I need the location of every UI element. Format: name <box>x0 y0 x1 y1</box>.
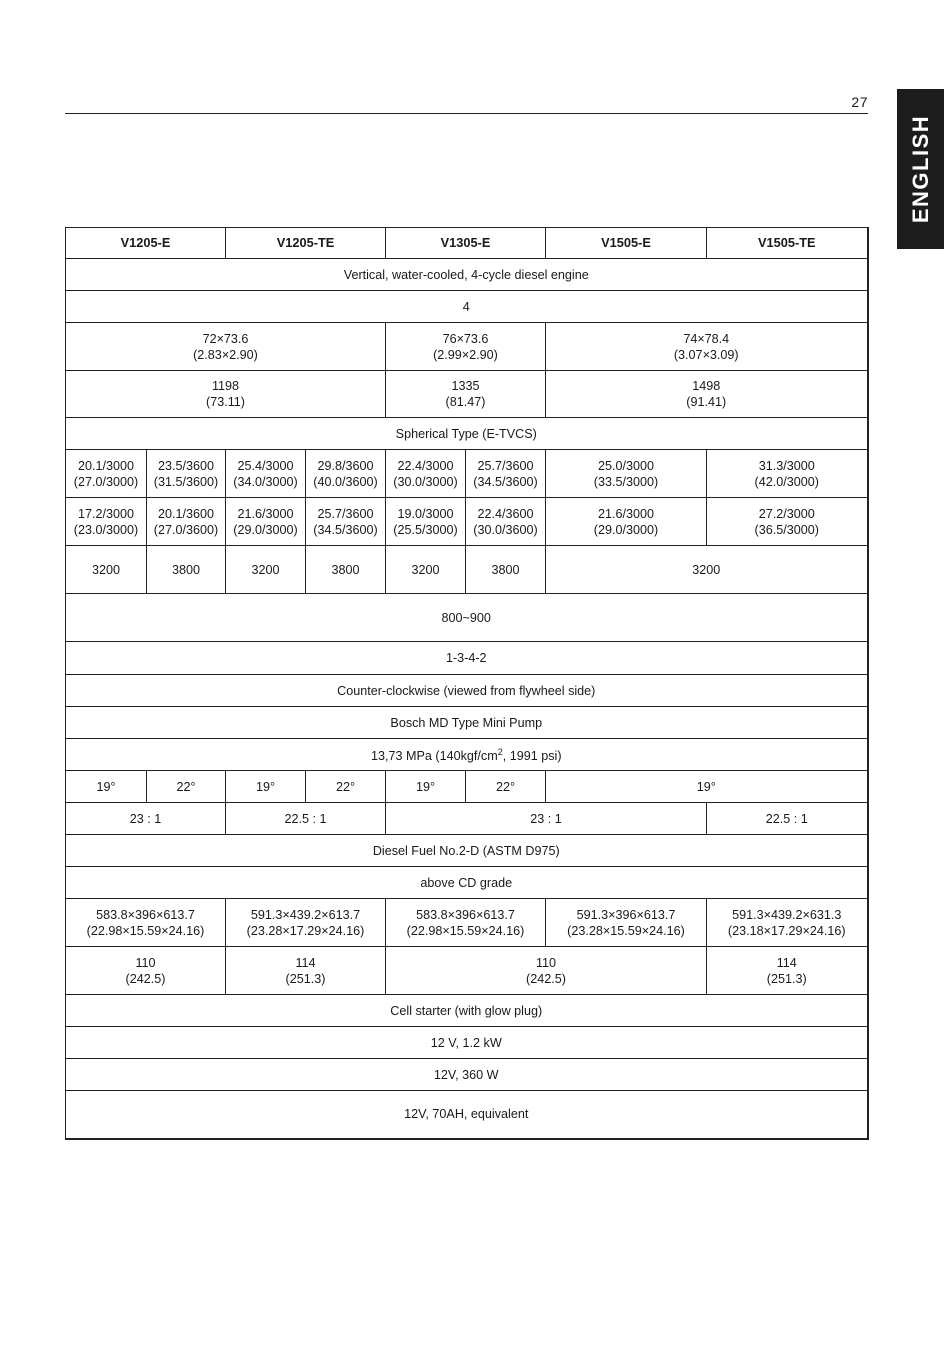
dry-weight-kg: 114 <box>295 955 316 970</box>
output-kw: 29.8/3600 <box>317 458 374 473</box>
combustion-chamber-row <box>66 418 868 450</box>
dimensions-cell <box>707 899 868 947</box>
bore-stroke-cell <box>546 323 868 371</box>
combustion-chamber-value: Spherical Type (E-TVCS) <box>66 418 868 450</box>
output-row-1 <box>66 450 868 498</box>
bore-stroke-mm: 72×73.6 <box>202 331 249 346</box>
output-cell <box>66 498 147 546</box>
max-speed-cell: 3800 <box>466 546 546 594</box>
output-hp: (34.5/3600) <box>313 522 378 537</box>
compression-ratio-cell: 23 : 1 <box>66 803 226 835</box>
displacement-cell <box>546 371 868 418</box>
output-hp: (25.5/3000) <box>393 522 458 537</box>
output-kw: 25.7/3600 <box>317 506 374 521</box>
displacement-row <box>66 371 868 418</box>
injection-timing-cell: 22° <box>147 771 226 803</box>
language-tab <box>897 89 944 249</box>
firing-order-value: 1-3-4-2 <box>66 642 868 675</box>
model-header: V1505-E <box>546 228 707 259</box>
bore-stroke-cell <box>386 323 546 371</box>
compression-ratio-cell: 23 : 1 <box>386 803 707 835</box>
injection-pressure-superscript: 2 <box>497 747 503 758</box>
page-number: 27 <box>851 94 868 110</box>
dimensions-row <box>66 899 868 947</box>
model-header: V1205-TE <box>226 228 386 259</box>
dimensions-mm: 583.8×396×613.7 <box>96 907 195 922</box>
battery-value: 12V, 70AH, equivalent <box>66 1091 868 1139</box>
fuel-value: Diesel Fuel No.2-D (ASTM D975) <box>66 835 868 867</box>
compression-ratio-cell: 22.5 : 1 <box>226 803 386 835</box>
idle-speed-value: 800~900 <box>66 594 868 642</box>
output-hp: (29.0/3000) <box>593 522 659 537</box>
output-cell <box>466 498 546 546</box>
output-kw: 20.1/3600 <box>157 506 215 521</box>
dimensions-cell <box>66 899 226 947</box>
injection-pressure-text: 13,73 MPa (140kgf/cm <box>370 749 498 764</box>
output-hp: (34.0/3000) <box>233 474 298 489</box>
displacement-cuin: (73.11) <box>206 395 245 409</box>
output-hp: (30.0/3000) <box>393 474 458 489</box>
starting-motor-row <box>66 1027 868 1059</box>
injection-timing-cell: 19° <box>546 771 868 803</box>
displacement-cell <box>386 371 546 418</box>
output-kw: 25.7/3600 <box>477 458 534 473</box>
output-hp: (36.5/3000) <box>754 522 819 537</box>
output-hp: (42.0/3000) <box>754 474 819 489</box>
output-kw: 27.2/3000 <box>758 506 815 521</box>
dimensions-mm: 591.3×439.2×613.7 <box>250 907 361 922</box>
engine-type-row <box>66 259 868 291</box>
injection-pump-value: Bosch MD Type Mini Pump <box>66 707 868 739</box>
output-hp: (29.0/3000) <box>233 522 298 537</box>
idle-speed-row <box>66 594 868 642</box>
dry-weight-kg: 114 <box>776 955 797 970</box>
max-speed-cell: 3800 <box>306 546 386 594</box>
output-kw: 19.0/3000 <box>397 506 454 521</box>
fuel-row <box>66 835 868 867</box>
rotation-value: Counter-clockwise (viewed from flywheel side) <box>66 675 868 707</box>
displacement-cuin: (81.47) <box>445 395 486 409</box>
output-hp: (34.5/3600) <box>473 474 538 489</box>
lubricant-value: above CD grade <box>66 867 868 899</box>
header-rule <box>65 113 868 114</box>
output-hp: (27.0/3600) <box>153 522 219 537</box>
output-cell <box>546 450 707 498</box>
max-speed-cell: 3200 <box>386 546 466 594</box>
model-header: V1505-TE <box>707 228 868 259</box>
dimensions-mm: 591.3×439.2×631.3 <box>732 907 842 922</box>
injection-pressure-row <box>66 739 868 771</box>
dry-weight-cell <box>66 947 226 995</box>
displacement-cc: 1335 <box>451 379 480 393</box>
dimensions-mm: 591.3×396×613.7 <box>576 907 676 922</box>
max-speed-row <box>66 546 868 594</box>
bore-stroke-mm: 74×78.4 <box>683 331 730 346</box>
output-cell <box>707 450 868 498</box>
output-kw: 17.2/3000 <box>77 506 135 521</box>
dry-weight-lbs: (251.3) <box>766 971 807 986</box>
output-cell <box>386 450 466 498</box>
bore-stroke-cell <box>66 323 386 371</box>
output-cell <box>546 498 707 546</box>
output-cell <box>226 498 306 546</box>
output-cell <box>306 498 386 546</box>
dry-weight-lbs: (242.5) <box>526 971 566 986</box>
output-hp: (31.5/3600) <box>153 474 219 489</box>
output-kw: 21.6/3000 <box>237 506 294 521</box>
rotation-row <box>66 675 868 707</box>
injection-timing-row <box>66 771 868 803</box>
injection-timing-cell: 19° <box>386 771 466 803</box>
bore-stroke-in: (3.07×3.09) <box>673 347 739 362</box>
output-kw: 31.3/3000 <box>758 458 815 473</box>
output-cell <box>466 450 546 498</box>
injection-timing-cell: 19° <box>66 771 147 803</box>
max-speed-cell: 3200 <box>226 546 306 594</box>
displacement-cc: 1198 <box>211 379 240 393</box>
engine-type-value: Vertical, water-cooled, 4-cycle diesel engine <box>66 259 868 291</box>
output-kw: 25.4/3000 <box>237 458 294 473</box>
output-cell <box>147 450 226 498</box>
dimensions-mm: 583.8×396×613.7 <box>416 907 515 922</box>
dimensions-cell <box>546 899 707 947</box>
dry-weight-kg: 110 <box>135 955 156 970</box>
dimensions-cell <box>226 899 386 947</box>
output-kw: 25.0/3000 <box>597 458 655 473</box>
language-tab-label: ENGLISH <box>907 114 933 224</box>
bore-stroke-row <box>66 323 868 371</box>
output-hp: (30.0/3600) <box>473 522 538 537</box>
battery-row <box>66 1091 868 1139</box>
output-hp: (33.5/3000) <box>593 474 659 489</box>
model-header-row <box>66 228 868 259</box>
injection-timing-cell: 22° <box>306 771 386 803</box>
dry-weight-lbs: (251.3) <box>285 971 326 986</box>
output-hp: (23.0/3000) <box>73 522 139 537</box>
bore-stroke-mm: 76×73.6 <box>442 331 489 346</box>
output-cell <box>707 498 868 546</box>
dry-weight-kg: 110 <box>535 955 557 970</box>
dry-weight-cell <box>226 947 386 995</box>
output-cell <box>147 498 226 546</box>
output-kw: 21.6/3000 <box>597 506 655 521</box>
cylinders-value: 4 <box>66 291 868 323</box>
displacement-cell <box>66 371 386 418</box>
displacement-cc: 1498 <box>692 379 721 393</box>
dimensions-in: (22.98×15.59×24.16) <box>406 923 525 938</box>
output-kw: 22.4/3600 <box>477 506 534 521</box>
model-header: V1205-E <box>66 228 226 259</box>
output-kw: 20.1/3000 <box>77 458 135 473</box>
firing-order-row <box>66 642 868 675</box>
injection-pressure-tail: , 1991 psi) <box>502 749 562 764</box>
compression-ratio-row <box>66 803 868 835</box>
cylinders-row <box>66 291 868 323</box>
injection-pressure-value <box>66 739 868 771</box>
output-hp: (40.0/3600) <box>313 474 378 489</box>
injection-pump-row <box>66 707 868 739</box>
injection-timing-cell: 19° <box>226 771 306 803</box>
dry-weight-cell <box>707 947 868 995</box>
dimensions-in: (23.28×15.59×24.16) <box>567 923 685 938</box>
output-cell <box>226 450 306 498</box>
dimensions-in: (22.98×15.59×24.16) <box>86 923 205 938</box>
lubricant-row <box>66 867 868 899</box>
dry-weight-lbs: (242.5) <box>125 971 166 986</box>
displacement-cuin: (91.41) <box>686 395 727 409</box>
output-cell <box>306 450 386 498</box>
output-cell <box>66 450 147 498</box>
charging-generator-value: 12V, 360 W <box>66 1059 868 1091</box>
bore-stroke-in: (2.83×2.90) <box>193 347 258 362</box>
dimensions-in: (23.18×17.29×24.16) <box>727 923 846 938</box>
injection-timing-cell: 22° <box>466 771 546 803</box>
engine-spec-table <box>65 227 869 1140</box>
compression-ratio-cell: 22.5 : 1 <box>707 803 868 835</box>
output-kw: 23.5/3600 <box>157 458 215 473</box>
starting-system-value: Cell starter (with glow plug) <box>66 995 868 1027</box>
starting-system-row <box>66 995 868 1027</box>
max-speed-cell: 3200 <box>546 546 868 594</box>
bore-stroke-in: (2.99×2.90) <box>433 347 498 362</box>
output-cell <box>386 498 466 546</box>
dry-weight-row <box>66 947 868 995</box>
dry-weight-cell <box>386 947 707 995</box>
max-speed-cell: 3800 <box>147 546 226 594</box>
max-speed-cell: 3200 <box>66 546 147 594</box>
output-kw: 22.4/3000 <box>397 458 454 473</box>
output-hp: (27.0/3000) <box>73 474 139 489</box>
dimensions-cell <box>386 899 546 947</box>
dimensions-in: (23.28×17.29×24.16) <box>246 923 365 938</box>
charging-generator-row <box>66 1059 868 1091</box>
starting-motor-value: 12 V, 1.2 kW <box>66 1027 868 1059</box>
output-row-2 <box>66 498 868 546</box>
model-header: V1305-E <box>386 228 546 259</box>
